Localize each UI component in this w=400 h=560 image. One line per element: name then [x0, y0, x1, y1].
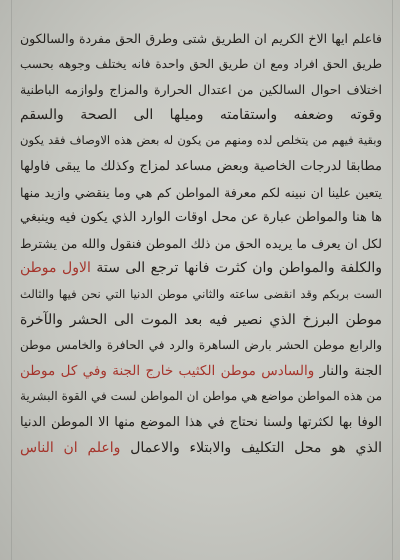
line-text: ها هنا والمواطن عبارة عن محل اوقات الوارد الذي يكون فيه وينبغي	[20, 210, 382, 226]
line-text: موطن البرزخ الذي نصير فيه بعد الموت الى الحشر والآخرة	[20, 311, 382, 328]
rubric-text: واعلم ان الناس	[20, 439, 121, 456]
page-edge-left	[11, 0, 12, 560]
rubric-text: الاول موطن	[20, 260, 91, 277]
manuscript-line	[20, 256, 382, 282]
line-text: الذي هو محل التكليف والابتلاء والاعمال	[130, 439, 382, 456]
page-edge-right	[392, 0, 393, 560]
line-text: اختلاف احوال السالكين من اعتدال الحرارة والمزاج ولوازمه الباطنية	[20, 82, 382, 98]
rubric-text: والسادس موطن الكثيب خارج الجنة وفي كل موطن	[20, 362, 315, 379]
manuscript-line	[20, 77, 382, 103]
line-text: والرابع موطن الحشر بارض الساهرة والرد في الحافرة والخامس موطن	[20, 338, 382, 353]
line-text: من هذه المواطن مواضع هي مواطن ان المواطن لست في القوة البشرية	[20, 389, 382, 404]
manuscript-line	[20, 103, 382, 129]
manuscript-line	[20, 282, 382, 308]
manuscript-line	[20, 52, 382, 78]
manuscript-line	[20, 231, 382, 257]
manuscript-line	[20, 359, 382, 385]
line-text: مطابقا لدرجات الخاصية وبعض مساعد لمزاج وكذلك ما يبقى فاولها	[20, 158, 382, 174]
manuscript-line	[20, 308, 382, 334]
line-text: الوفا بها لكثرتها ولسنا نحتاج في هذا الموضع منها الا الموطن الدنيا	[20, 414, 382, 430]
manuscript-line	[20, 410, 382, 436]
line-text: وقوته وضعفه واستقامته وميلها الى الصحة والسقم	[20, 106, 382, 123]
line-text: فاعلم ايها الاخ الكريم ان الطريق شتى وطرق الحق مفردة والسالكون	[20, 31, 382, 46]
manuscript-line	[20, 384, 382, 410]
manuscript-line	[20, 436, 382, 462]
manuscript-line	[20, 154, 382, 180]
manuscript-text-block	[20, 26, 382, 538]
manuscript-line	[20, 26, 382, 52]
line-text: وبقية فيهم من يتخلص لده ومنهم من يكون له بعض هذه الاوصاف فقد يكون	[20, 133, 382, 148]
line-text: الجنة والنار	[319, 362, 382, 379]
line-text: يتعين علينا ان نبينه لكم معرفة المواطن كم هي وما ينقضي وازيد منها	[20, 184, 382, 200]
line-text: طريق الحق افراد ومع ان طريق الحق واحدة فانه يختلف وجوهه بحسب	[20, 56, 382, 71]
manuscript-line	[20, 180, 382, 206]
manuscript-line	[20, 333, 382, 359]
manuscript-line	[20, 128, 382, 154]
line-text: والكلفة والمواطن وان كثرت فانها ترجع الى ستة	[96, 260, 382, 277]
manuscript-line	[20, 205, 382, 231]
line-text: الست بربكم وقد انقضى ساعته والثاني موطن الدنيا التي نحن فيها والثالث	[20, 286, 382, 301]
line-text: لكل ان يعرف ما يريده الحق من ذلك الموطن فنقول والله من يشترط	[20, 235, 382, 251]
